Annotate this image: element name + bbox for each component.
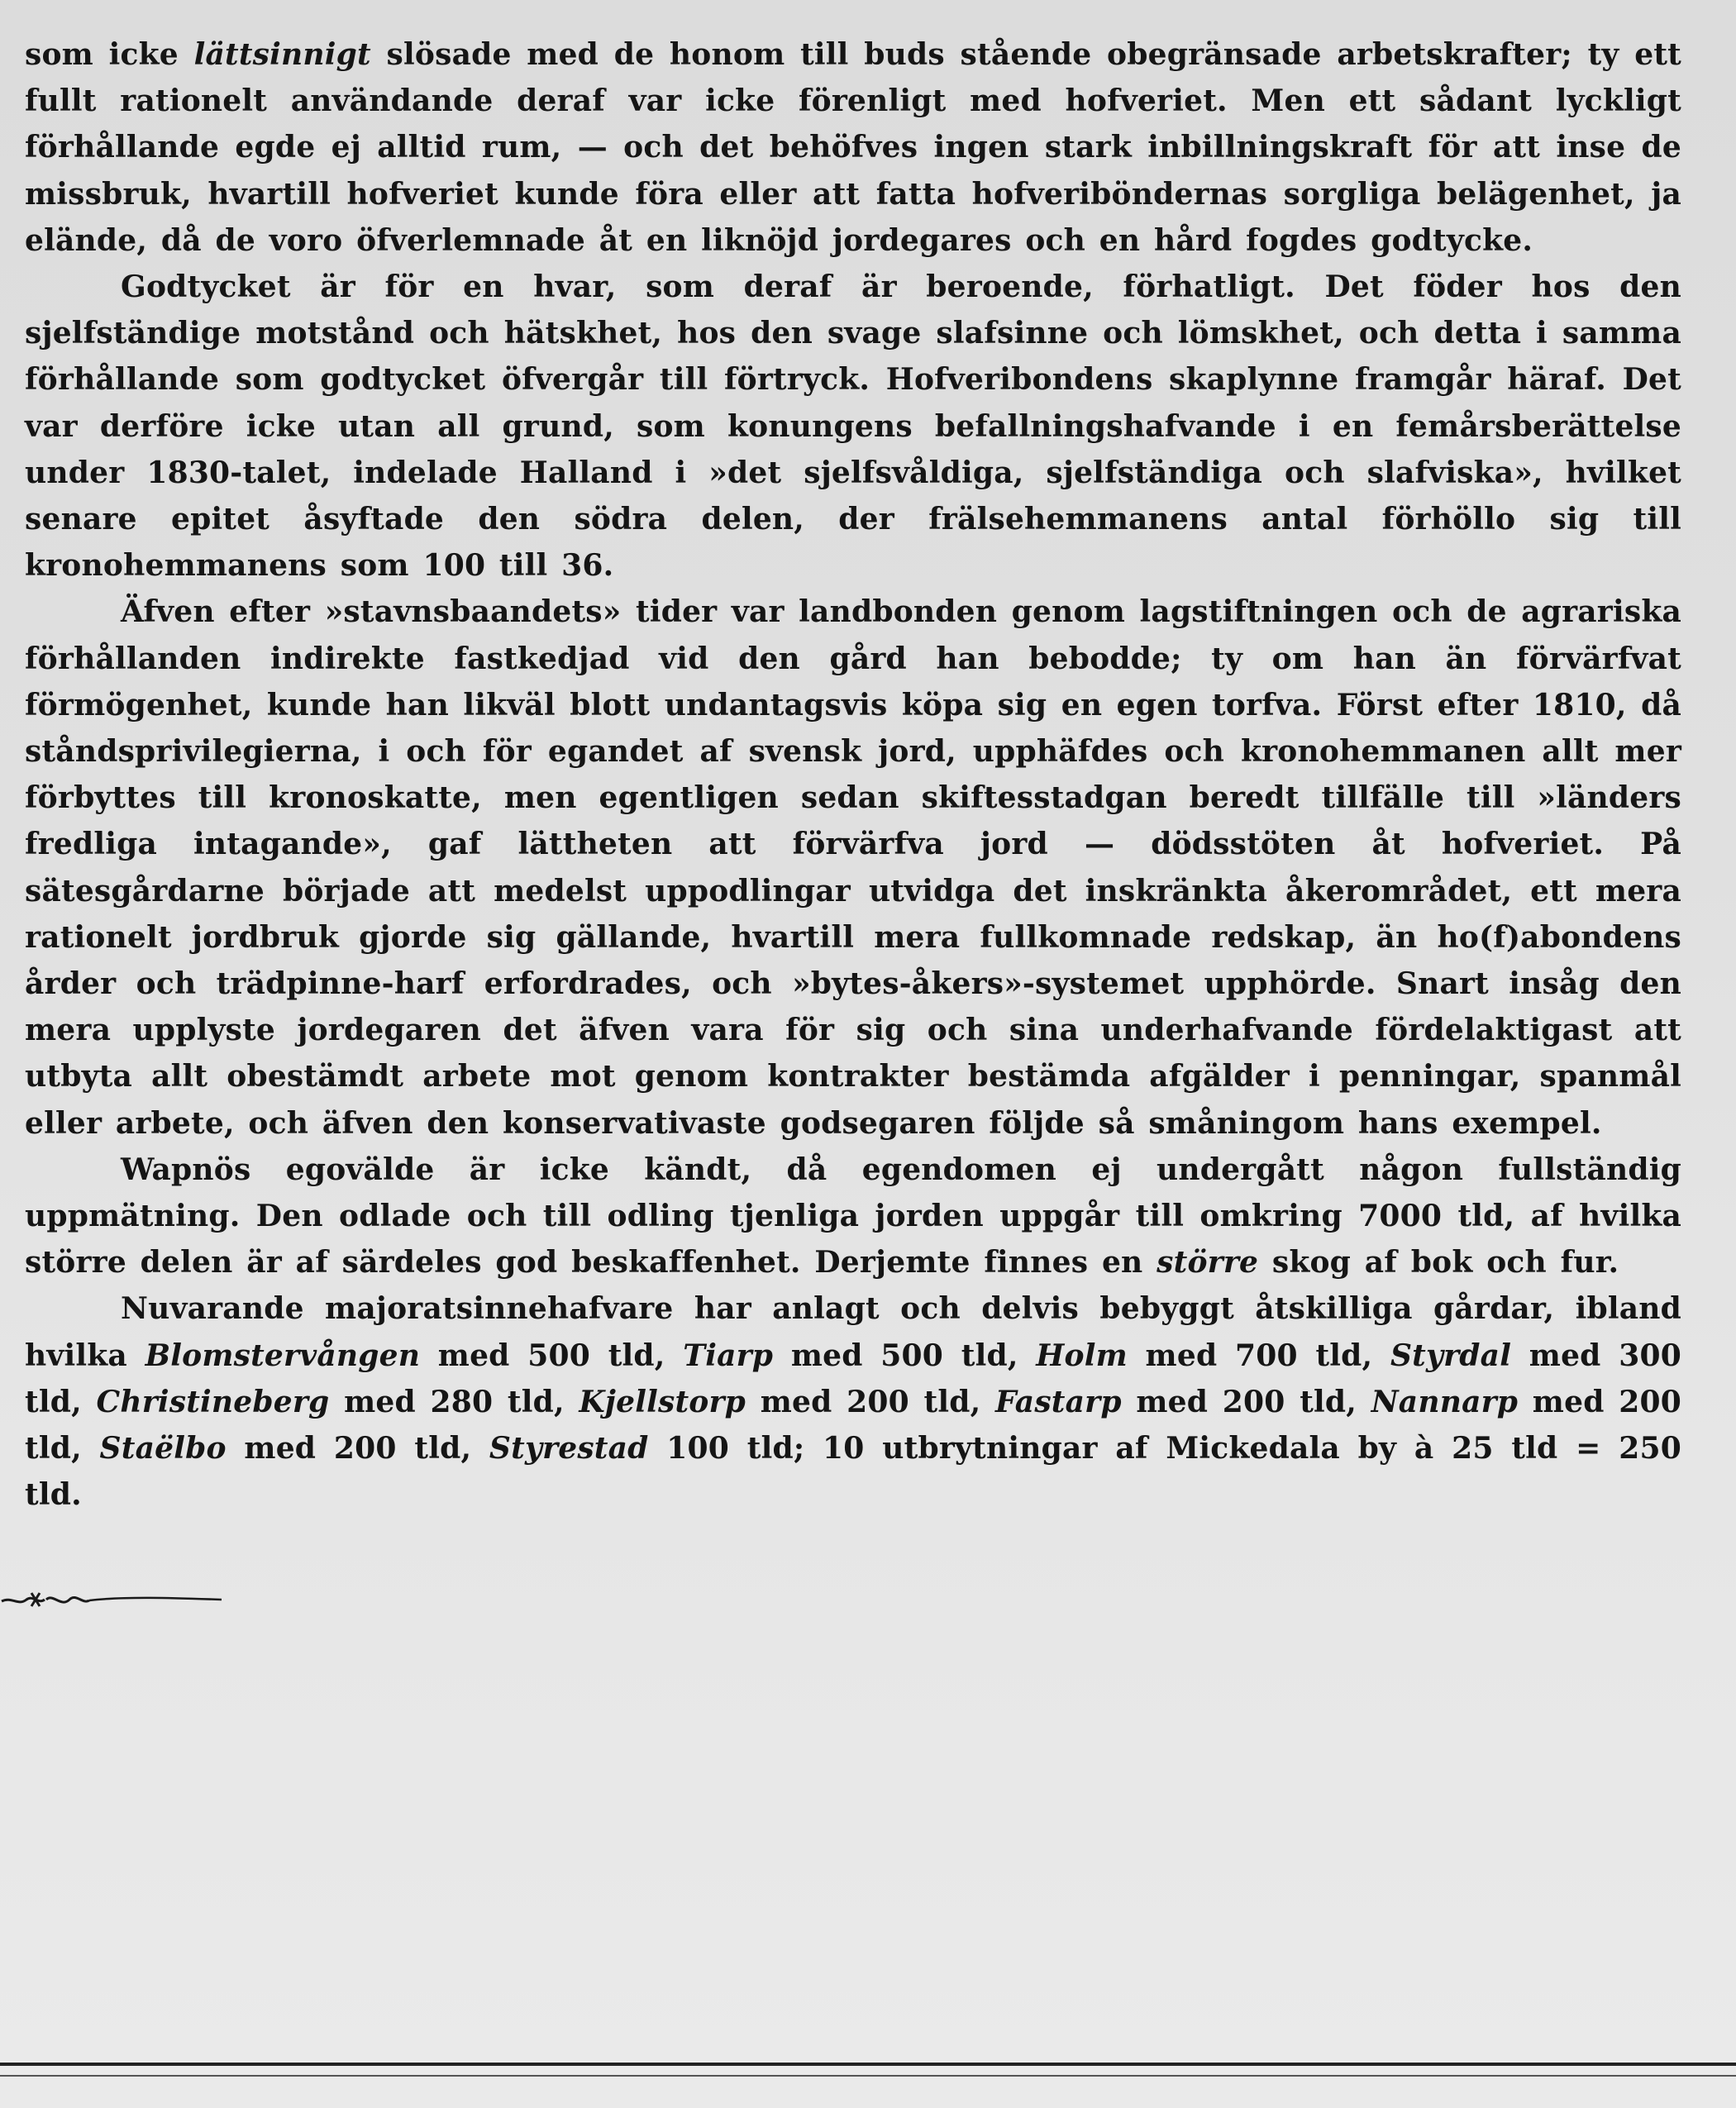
end-ornament-icon bbox=[0, 1583, 223, 1616]
text-run: med 280 tld, bbox=[329, 1384, 579, 1419]
italic-place-name: Kjellstorp bbox=[579, 1384, 746, 1419]
paragraph-4 bbox=[25, 1147, 1681, 1286]
text-run: 100 tld; 10 utbrytningar af Mickedala by à 25 tld = 250 tld. bbox=[25, 1431, 1681, 1513]
italic-place-name: Holm bbox=[1036, 1338, 1128, 1373]
text-run: med 500 tld, bbox=[420, 1338, 684, 1373]
text-run: med 200 tld, bbox=[1121, 1384, 1371, 1419]
italic-place-name: större bbox=[1157, 1245, 1259, 1281]
text-run: Nuvarande majoratsinnehafvare har anlagt och delvis bebyggt åtskilliga gårdar, ibland hvilka bbox=[25, 1291, 1681, 1373]
text-run: med 200 tld, bbox=[746, 1384, 996, 1419]
text-run: slösade med de honom till buds stående obegränsade arbetskrafter; ty ett fullt rationelt användande deraf var icke förenligt med hofveriet. Men ett sådant lyckligt förhållande egde ej alltid rum, — och det behöfves ingen stark inbillningskraft för att inse de missbruk, hvartill hofveriet kunde föra eller att fatta hofveriböndernas sorgliga belägenhet, ja elände, då de voro öfverlemnade åt en liknöjd jordegares och en hård fogdes godtycke. bbox=[25, 37, 1682, 258]
italic-place-name: Styrestad bbox=[489, 1431, 649, 1467]
text-run: med 500 tld, bbox=[773, 1338, 1037, 1373]
paragraph-1 bbox=[25, 31, 1681, 264]
italic-place-name: Staëlbo bbox=[99, 1431, 227, 1467]
italic-place-name: Blomstervången bbox=[145, 1338, 421, 1373]
body-text bbox=[25, 31, 1681, 1519]
italic-place-name: Styrdal bbox=[1390, 1338, 1512, 1373]
paragraph-5 bbox=[25, 1285, 1681, 1518]
italic-place-name: Nannarp bbox=[1371, 1384, 1519, 1419]
text-run: Äfven efter »stavnsbaandets» tider var landbonden genom lagstiftningen och de agrariska förhållanden indirekte fastkedjad vid den gård han bebodde; ty om han än förvärfvat förmögenhet, kunde han likväl blott undantagsvis köpa sig en egen torfva. Först efter 1810, då ståndsprivilegierna, i och för egandet af svensk jord, upphäfdes och kronohemmanen allt mer förbyttes till kronoskatte, men egentligen sedan skiftesstadgan beredt tillfälle till »länders fredliga intagande», gaf lättheten att förvärfva jord — dödsstöten åt hofveriet. På sätesgårdarne började att medelst uppodlingar utvidga det inskränkta åkerområdet, ett mera rationelt jordbruk gjorde sig gällande, hvartill mera fullkomnade redskap, än ho(f)abondens årder och trädpinne-harf erfordrades, och »bytes-åkers»-systemet upphörde. Snart insåg den mera upplyste jordegaren det äfven vara för sig och sina underhafvande fördelaktigast att utbyta allt obestämdt arbete mot genom kontrakter bestämda afgälder i penningar, spanmål eller arbete, och äfven den konservativaste godsegaren följde så småningom hans exempel. bbox=[25, 594, 1681, 1141]
italic-place-name: Tiarp bbox=[683, 1338, 774, 1373]
text-run: med 300 tld, bbox=[25, 1338, 1681, 1419]
italic-place-name: Fastarp bbox=[995, 1384, 1122, 1419]
text-run: med 200 tld, bbox=[226, 1431, 489, 1467]
paragraph-3 bbox=[25, 589, 1681, 1146]
text-run: Godtycket är för en hvar, som deraf är beroende, förhatligt. Det föder hos den sjelfständige motstånd och hätskhet, hos den svage slafsinne och lömskhet, och detta i samma förhållande som godtycket öfvergår till förtryck. Hofveribondens skaplynne framgår häraf. Det var derföre icke utan all grund, som konungens befallningshafvande i en femårsberättelse under 1830-talet, indelade Halland i »det sjelfsvåldiga, sjelfständiga och slafviska», hvilket senare epitet åsyftade den södra delen, der frälsehemmanens antal förhöllo sig till kronohemmanens som 100 till 36. bbox=[25, 269, 1681, 584]
page-bottom-rule-secondary bbox=[0, 2075, 1736, 2077]
text-run: skog af bok och fur. bbox=[1258, 1245, 1619, 1281]
text-run: med 700 tld, bbox=[1127, 1338, 1390, 1373]
paragraph-2 bbox=[25, 264, 1681, 589]
text-run: som icke bbox=[25, 37, 194, 72]
text-run: Wapnös egovälde är icke kändt, då egendomen ej undergått någon fullständig uppmätning. Den odlade och till odling tjenliga jorden uppgår till omkring 7000 tld, af hvilka större delen är af särdeles god beskaffenhet. Derjemte finnes en bbox=[25, 1152, 1681, 1281]
text-run: med 200 tld, bbox=[25, 1384, 1681, 1467]
italic-place-name: lättsinnigt bbox=[193, 37, 371, 72]
page-bottom-rule bbox=[0, 2063, 1736, 2066]
italic-place-name: Christineberg bbox=[96, 1384, 330, 1419]
document-page bbox=[25, 31, 1681, 1519]
